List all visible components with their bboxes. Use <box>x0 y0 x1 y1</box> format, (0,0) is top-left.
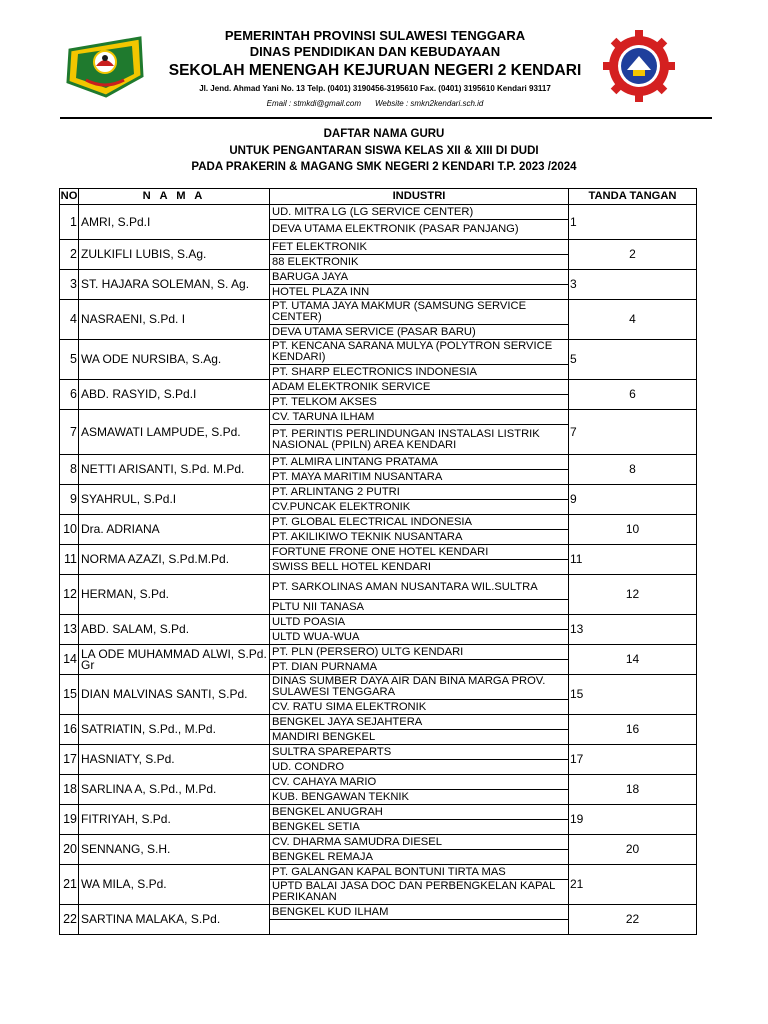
industry-name: PT. ALMIRA LINTANG PRATAMA <box>270 455 569 470</box>
signature-cell[interactable]: 22 <box>569 905 697 935</box>
table-row <box>60 515 697 530</box>
table-row <box>60 775 697 790</box>
row-number: 3 <box>60 270 79 300</box>
industry-name: PT. TELKOM AKSES <box>270 395 569 410</box>
signature-cell[interactable]: 7 <box>569 410 697 455</box>
row-number: 18 <box>60 775 79 805</box>
row-number: 8 <box>60 455 79 485</box>
industry-name: SWISS BELL HOTEL KENDARI <box>270 560 569 575</box>
industry-name: BENGKEL JAYA SEJAHTERA <box>270 715 569 730</box>
industry-name: BARUGA JAYA <box>270 270 569 285</box>
table-row <box>60 340 697 365</box>
table-row <box>60 240 697 255</box>
industry-name: BENGKEL KUD ILHAM <box>270 905 569 920</box>
document-title: DAFTAR NAMA GURU <box>323 128 445 140</box>
row-number: 12 <box>60 575 79 615</box>
teacher-name: NETTI ARISANTI, S.Pd. M.Pd. <box>79 455 270 485</box>
industry-name: PT. DIAN PURNAMA <box>270 660 569 675</box>
teacher-name: LA ODE MUHAMMAD ALWI, S.Pd. Gr <box>79 645 270 675</box>
teacher-name: SYAHRUL, S.Pd.I <box>79 485 270 515</box>
document-period: PADA PRAKERIN & MAGANG SMK NEGERI 2 KENDARI T.P. 2023 /2024 <box>191 161 577 173</box>
teacher-table <box>59 188 697 935</box>
industry-name: MANDIRI BENGKEL <box>270 730 569 745</box>
row-number: 20 <box>60 835 79 865</box>
row-number: 11 <box>60 545 79 575</box>
row-number: 7 <box>60 410 79 455</box>
signature-cell[interactable]: 14 <box>569 645 697 675</box>
row-number: 13 <box>60 615 79 645</box>
industry-name: KUB. BENGAWAN TEKNIK <box>270 790 569 805</box>
school-gear-logo <box>603 30 675 102</box>
industry-name: FORTUNE FRONE ONE HOTEL KENDARI <box>270 545 569 560</box>
teacher-name: NASRAENI, S.Pd. I <box>79 300 270 340</box>
table-row <box>60 675 697 700</box>
industry-name: BENGKEL ANUGRAH <box>270 805 569 820</box>
signature-cell[interactable]: 21 <box>569 865 697 905</box>
letterhead <box>0 0 768 118</box>
industry-name: CV. DHARMA SAMUDRA DIESEL <box>270 835 569 850</box>
industry-name: PT. SHARP ELECTRONICS INDONESIA <box>270 365 569 380</box>
teacher-name: AMRI, S.Pd.I <box>79 205 270 240</box>
industry-name: PT. AKILIKIWO TEKNIK NUSANTARA <box>270 530 569 545</box>
signature-cell[interactable]: 4 <box>569 300 697 340</box>
industry-name: PT. UTAMA JAYA MAKMUR (SAMSUNG SERVICE CENTER) <box>270 300 569 325</box>
teacher-name: SARLINA A, S.Pd., M.Pd. <box>79 775 270 805</box>
signature-cell[interactable]: 9 <box>569 485 697 515</box>
teacher-name: SATRIATIN, S.Pd., M.Pd. <box>79 715 270 745</box>
department-name: DINAS PENDIDIKAN DAN KEBUDAYAAN <box>249 44 501 59</box>
school-address: Jl. Jend. Ahmad Yani No. 13 Telp. (0401) 3190456-3195610 Fax. (0401) 3195610 Kendari 93117 <box>199 84 551 93</box>
industry-name <box>270 920 569 935</box>
header-no: NO <box>60 189 79 205</box>
signature-cell[interactable]: 6 <box>569 380 697 410</box>
teacher-name: WA MILA, S.Pd. <box>79 865 270 905</box>
table-row <box>60 835 697 850</box>
signature-cell[interactable]: 11 <box>569 545 697 575</box>
row-number: 14 <box>60 645 79 675</box>
teacher-name: Dra. ADRIANA <box>79 515 270 545</box>
industry-name: PT. ARLINTANG 2 PUTRI <box>270 485 569 500</box>
signature-cell[interactable]: 15 <box>569 675 697 715</box>
industry-name: DINAS SUMBER DAYA AIR DAN BINA MARGA PROV. SULAWESI TENGGARA <box>270 675 569 700</box>
industry-name: ULTD WUA-WUA <box>270 630 569 645</box>
industry-name: DEVA UTAMA SERVICE (PASAR BARU) <box>270 325 569 340</box>
industry-name: FET ELEKTRONIK <box>270 240 569 255</box>
industry-name: SULTRA SPAREPARTS <box>270 745 569 760</box>
industry-name: UPTD BALAI JASA DOC DAN PERBENGKELAN KAPAL PERIKANAN <box>270 880 569 905</box>
row-number: 16 <box>60 715 79 745</box>
table-row <box>60 745 697 760</box>
row-number: 17 <box>60 745 79 775</box>
teacher-name: HASNIATY, S.Pd. <box>79 745 270 775</box>
industry-name: ADAM ELEKTRONIK SERVICE <box>270 380 569 395</box>
teacher-name: ABD. RASYID, S.Pd.I <box>79 380 270 410</box>
industry-name: UD. MITRA LG (LG SERVICE CENTER) <box>270 205 569 220</box>
industry-name: 88 ELEKTRONIK <box>270 255 569 270</box>
table-row <box>60 715 697 730</box>
row-number: 21 <box>60 865 79 905</box>
industry-name: UD. CONDRO <box>270 760 569 775</box>
signature-cell[interactable]: 20 <box>569 835 697 865</box>
table-row <box>60 545 697 560</box>
row-number: 4 <box>60 300 79 340</box>
table-header-row <box>60 189 697 205</box>
table-row <box>60 645 697 660</box>
signature-cell[interactable]: 10 <box>569 515 697 545</box>
row-number: 10 <box>60 515 79 545</box>
signature-cell[interactable]: 1 <box>569 205 697 240</box>
industry-name: PT. PLN (PERSERO) ULTG KENDARI <box>270 645 569 660</box>
teacher-name: ABD. SALAM, S.Pd. <box>79 615 270 645</box>
industry-name: PT. MAYA MARITIM NUSANTARA <box>270 470 569 485</box>
table-row <box>60 300 697 325</box>
header-tanda-tangan: TANDA TANGAN <box>569 189 697 205</box>
row-number: 6 <box>60 380 79 410</box>
row-number: 1 <box>60 205 79 240</box>
industry-name: HOTEL PLAZA INN <box>270 285 569 300</box>
teacher-name: SARTINA MALAKA, S.Pd. <box>79 905 270 935</box>
table-row <box>60 205 697 220</box>
row-number: 15 <box>60 675 79 715</box>
signature-cell[interactable]: 18 <box>569 775 697 805</box>
industry-name: BENGKEL SETIA <box>270 820 569 835</box>
table-row <box>60 485 697 500</box>
industry-name: BENGKEL REMAJA <box>270 850 569 865</box>
provincial-emblem-logo <box>62 36 148 98</box>
table-row <box>60 805 697 820</box>
teacher-name: NORMA AZAZI, S.Pd.M.Pd. <box>79 545 270 575</box>
teacher-name: ST. HAJARA SOLEMAN, S. Ag. <box>79 270 270 300</box>
table-row <box>60 410 697 425</box>
table-row <box>60 270 697 285</box>
signature-cell[interactable]: 19 <box>569 805 697 835</box>
page-bottom-margin <box>0 935 768 1024</box>
table-row <box>60 575 697 600</box>
table-row <box>60 905 697 920</box>
school-name: SEKOLAH MENENGAH KEJURUAN NEGERI 2 KENDARI <box>168 62 582 79</box>
teacher-name: ASMAWATI LAMPUDE, S.Pd. <box>79 410 270 455</box>
teacher-name: DIAN MALVINAS SANTI, S.Pd. <box>79 675 270 715</box>
signature-cell[interactable]: 2 <box>569 240 697 270</box>
header-industri: INDUSTRI <box>270 189 569 205</box>
industry-name: CV. RATU SIMA ELEKTRONIK <box>270 700 569 715</box>
signature-cell[interactable]: 13 <box>569 615 697 645</box>
letterhead-rule <box>60 117 712 119</box>
table-row <box>60 615 697 630</box>
industry-name: DEVA UTAMA ELEKTRONIK (PASAR PANJANG) <box>270 220 569 240</box>
signature-cell[interactable]: 16 <box>569 715 697 745</box>
row-number: 2 <box>60 240 79 270</box>
industry-name: PT. GLOBAL ELECTRICAL INDONESIA <box>270 515 569 530</box>
row-number: 9 <box>60 485 79 515</box>
document-subtitle: UNTUK PENGANTARAN SISWA KELAS XII & XIII DI DUDI <box>229 145 539 157</box>
industry-name: CV.PUNCAK ELEKTRONIK <box>270 500 569 515</box>
table-row <box>60 380 697 395</box>
signature-cell[interactable]: 3 <box>569 270 697 300</box>
industry-name: PT. PERINTIS PERLINDUNGAN INSTALASI LISTRIK NASIONAL (PPILN) AREA KENDARI <box>270 425 569 455</box>
signature-cell[interactable]: 5 <box>569 340 697 380</box>
teacher-name: WA ODE NURSIBA, S.Ag. <box>79 340 270 380</box>
industry-name: CV. CAHAYA MARIO <box>270 775 569 790</box>
industry-name: PLTU NII TANASA <box>270 600 569 615</box>
table-row <box>60 865 697 880</box>
industry-name: PT. SARKOLINAS AMAN NUSANTARA WIL.SULTRA <box>270 575 569 600</box>
header-nama: N A M A <box>79 189 270 205</box>
contact-line <box>150 99 600 108</box>
teacher-name: HERMAN, S.Pd. <box>79 575 270 615</box>
industry-name: PT. GALANGAN KAPAL BONTUNI TIRTA MAS <box>270 865 569 880</box>
industry-name: CV. TARUNA ILHAM <box>270 410 569 425</box>
school-website: Website : smkn2kendari.sch.id <box>375 99 484 108</box>
industry-name: ULTD POASIA <box>270 615 569 630</box>
signature-cell[interactable]: 12 <box>569 575 697 615</box>
table-row <box>60 455 697 470</box>
government-name: PEMERINTAH PROVINSI SULAWESI TENGGARA <box>224 28 526 43</box>
row-number: 19 <box>60 805 79 835</box>
industry-name: PT. KENCANA SARANA MULYA (POLYTRON SERVICE KENDARI) <box>270 340 569 365</box>
teacher-name: FITRIYAH, S.Pd. <box>79 805 270 835</box>
row-number: 22 <box>60 905 79 935</box>
signature-cell[interactable]: 8 <box>569 455 697 485</box>
teacher-name: ZULKIFLI LUBIS, S.Ag. <box>79 240 270 270</box>
row-number: 5 <box>60 340 79 380</box>
signature-cell[interactable]: 17 <box>569 745 697 775</box>
teacher-name: SENNANG, S.H. <box>79 835 270 865</box>
school-email: Email : stmkdi@gmail.com <box>266 99 361 108</box>
